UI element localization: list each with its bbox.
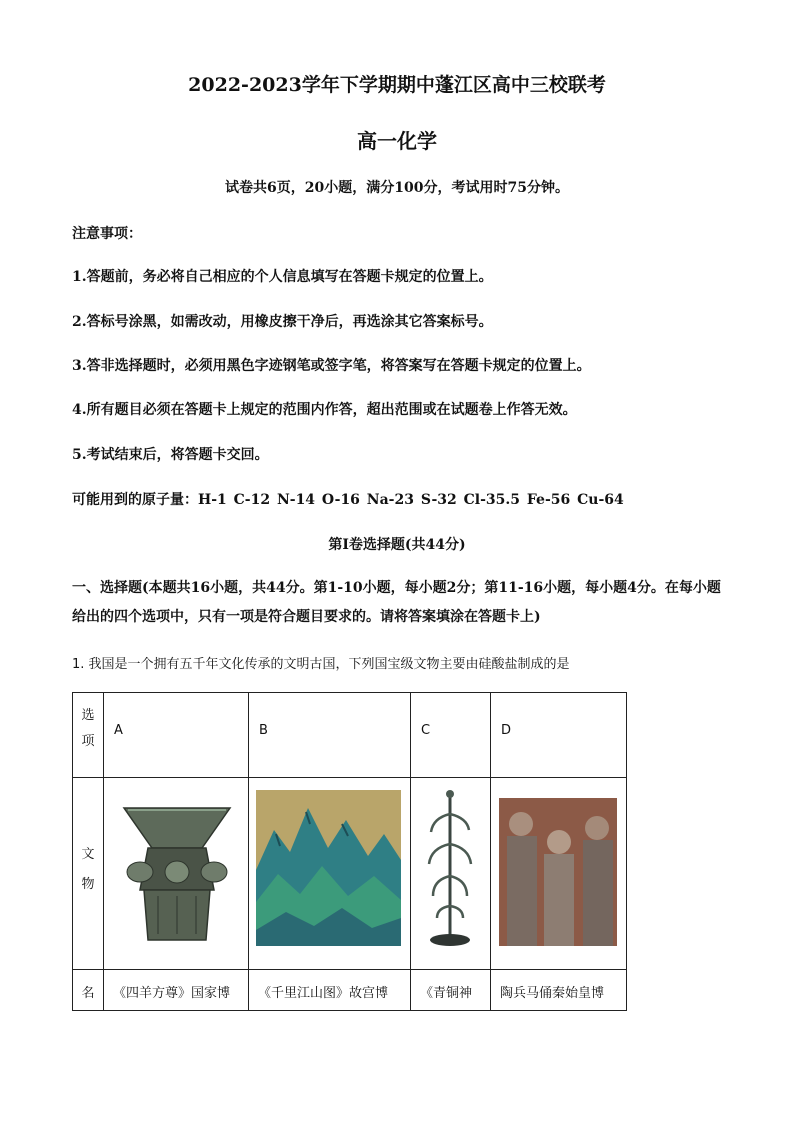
row-label-name: 名 [81,986,95,1001]
subject-title: 高一化学 [357,129,437,153]
note-item: 2.答标号涂黑，如需改动，用橡皮擦干净后，再选涂其它答案标号。 [72,314,493,330]
note-item: 3.答非选择题时，必须用黑色字迹钢笔或签字笔，将答案写在答题卡规定的位置上。 [72,358,591,374]
table-row [73,970,627,1011]
artifact-name-a: 《四羊方尊》国家博 [113,986,231,1001]
artifact-name-d: 陶兵马俑秦始皇博 [500,986,605,1001]
table-row [73,693,627,778]
row-label-artifact: 文 物 [81,847,95,892]
artifact-name-b: 《千里江山图》故宫博 [258,986,389,1001]
artifact-name-c: 《青铜神 [420,986,473,1001]
note-item: 5.考试结束后，将答题卡交回。 [72,447,269,463]
landscape-painting-icon [256,790,401,946]
note-item: 4.所有题目必须在答题卡上规定的范围内作答，超出范围或在试题卷上作答无效。 [72,402,577,418]
row-label-option: 选 项 [81,708,95,749]
note-item: 1.答题前，务必将自己相应的个人信息填写在答题卡规定的位置上。 [72,269,493,285]
notes-heading: 注意事项： [72,226,142,242]
atomic-masses: 可能用到的原子量：H-1 C-12 N-14 O-16 Na-23 S-32 Cl-35.5 Fe-56 Cu-64 [72,492,624,508]
exam-info: 试卷共6页，20小题，满分100分，考试用时75分钟。 [225,180,569,196]
option-d-label: D [501,723,512,738]
bronze-zun-vessel-icon [118,802,236,947]
table-row [73,778,627,970]
question-1-stem: 1. 我国是一个拥有五千年文化传承的文明古国，下列国宝级文物主要由硅酸盐制成的是 [72,657,570,672]
terracotta-warriors-icon [499,798,617,946]
exam-title: 2022-2023学年下学期期中蓬江区高中三校联考 [188,74,606,96]
option-c-label: C [421,723,431,738]
question-1-table [72,692,627,1011]
section-instructions: 一、选择题(本题共16小题，共44分。第1-10小题，每小题2分；第11-16小题，每小题4分。在每小题给出的四个选项中，只有一项是符合题目要求的。请将答案填涂在答题卡上) [72,580,721,625]
option-b-label: B [259,723,268,738]
option-a-label: A [114,723,123,738]
section-title: 第I卷选择题(共44分) [328,537,466,553]
bronze-tree-icon [421,784,479,948]
